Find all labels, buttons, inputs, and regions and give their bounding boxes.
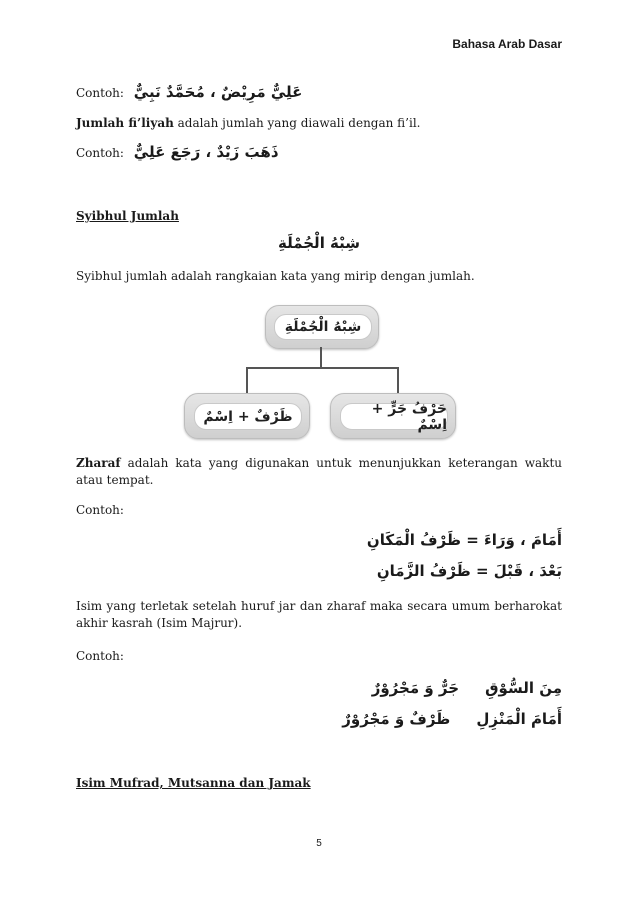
zharaf-example-place: أَمَامَ ، وَرَاءَ = ظَرْفُ الْمَكَانِ (366, 531, 562, 549)
contoh-label: Contoh: (76, 503, 124, 517)
isim-majrur-paragraph: Isim yang terletak setelah huruf jar dan zharaf maka secara umum berharokat akhir kasrah (Isim Majrur). (76, 599, 562, 630)
definition-text: adalah jumlah yang diawali dengan fi’il. (173, 116, 421, 130)
diagram-top-box (265, 305, 379, 349)
zharaf-example-time: بَعْدَ ، قَبْلَ = ظَرْفُ الزَّمَانِ (376, 562, 562, 580)
section-heading-syibhul-jumlah: Syibhul Jumlah (76, 209, 179, 223)
majrur-example-2: أَمَامَ الْمَنْزِلِ ظَرْفٌ وَ مَجْرُوْرٌ (342, 710, 562, 728)
page-number: 5 (316, 838, 322, 849)
connector-left (246, 367, 248, 393)
diagram-left-box (184, 393, 310, 439)
connector-horizontal (246, 367, 398, 369)
contoh-label: Contoh: (76, 86, 124, 100)
syibhul-definition: Syibhul jumlah adalah rangkaian kata yang mirip dengan jumlah. (76, 269, 475, 283)
contoh-label: Contoh: (76, 649, 124, 663)
term-zharaf: Zharaf (76, 456, 121, 470)
contoh-line-1 (76, 84, 302, 102)
definition-text: adalah kata yang digunakan untuk menunjukkan keterangan waktu atau tempat. (76, 456, 562, 487)
section-heading-isim-mufrad: Isim Mufrad, Mutsanna dan Jamak (76, 776, 311, 790)
document-header: Bahasa Arab Dasar (452, 37, 562, 51)
arabic-title-syibhul-jumlah: شِبْهُ الْجُمْلَةِ (277, 234, 361, 252)
arabic-example: عَلِيٌّ مَرِيْضٌ ، مُحَمَّدٌ نَبِيٌّ (133, 83, 303, 101)
diagram-top-label: شِبْهُ الْجُمْلَةِ (274, 314, 372, 340)
diagram-left-label: ظَرْفٌ + اِسْمٌ (194, 403, 302, 430)
contoh-line-2 (76, 144, 279, 162)
zharaf-paragraph (76, 455, 562, 489)
majrur-example-1: مِنَ السُّوْقِ جَرٌّ وَ مَجْرُوْرٌ (371, 679, 562, 697)
jumlah-filiyah-paragraph (76, 115, 420, 132)
diagram-right-label: حَرْفُ جَرٍّ + اِسْمٌ (340, 403, 448, 430)
connector-vertical (320, 347, 322, 368)
diagram-right-box (330, 393, 456, 439)
arabic-example: ذَهَبَ زَيْدٌ ، رَجَعَ عَلِيٌّ (133, 143, 279, 161)
contoh-label: Contoh: (76, 146, 124, 160)
connector-right (397, 367, 399, 393)
term-jumlah-filiyah: Jumlah fi’liyah (76, 116, 174, 130)
